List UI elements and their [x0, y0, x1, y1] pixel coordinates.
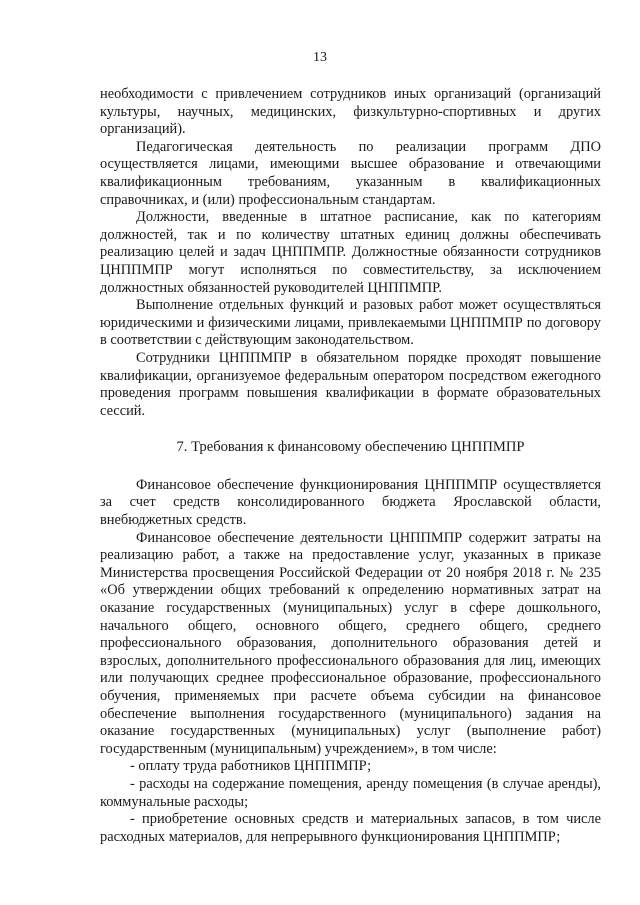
document-body [100, 86, 601, 846]
list-item: - приобретение основных средств и материальных запасов, в том числе расходных материалов, для непрерывного функционирования ЦНППМПР; [100, 811, 601, 845]
paragraph: необходимости с привлечением сотрудников иных организаций (организаций культуры, научных, медицинских, физкультурно-спортивных и других организаций). [100, 86, 601, 138]
paragraph: Сотрудники ЦНППМПР в обязательном порядке проходят повышение квалификации, организуемое федеральным оператором посредством ежегодного проведения программ повышения квалификации в формате образовательных сессий. [100, 349, 601, 419]
list-item: - расходы на содержание помещения, аренду помещения (в случае аренды), коммунальные расходы; [100, 775, 601, 810]
paragraph: Финансовое обеспечение функционирования ЦНППМПР осуществляется за счет средств консолидированного бюджета Ярославской области, внебюджетных средств. [100, 476, 601, 529]
paragraph: Педагогическая деятельность по реализации программ ДПО осуществляется лицами, имеющими высшее образование и отвечающими квалификационным требованиям, указанным в квалификационных справочниках, и (или) профессиональным стандартам. [100, 138, 601, 208]
paragraph: Выполнение отдельных функций и разовых работ может осуществляться юридическими и физическими лицами, привлекаемыми ЦНППМПР по договору в соответствии с действующим законодательством. [100, 297, 601, 349]
section-heading: 7. Требования к финансовому обеспечению ЦНППМПР [176, 439, 525, 456]
list-item: - оплату труда работников ЦНППМПР; [130, 758, 372, 775]
paragraph: Финансовое обеспечение деятельности ЦНППМПР содержит затраты на реализацию работ, а также на предоставление услуг, указанных в приказе Министерства просвещения Российской Федерации от 20 ноября 2018 г. № 235 «Об утверждении общих требований к определению нормативных затрат на оказание государственных (муниципальных) услуг в сфере дошкольного, начального общего, основного общего, среднего общего, среднего профессионального образования, дополнительного образования детей и взрослых, дополнительного профессионального образования для лиц, имеющих или получающих среднее профессиональное образование, профессионального обучения, применяемых при расчете объема субсидии на финансовое обеспечение выполнения государственного (муниципального) задания на оказание государственных (муниципальных) услуг (выполнение работ) государственным (муниципальным) учреждением», в том числе: [100, 529, 601, 757]
paragraph: Должности, введенные в штатное расписание, как по категориям должностей, так и по количеству штатных единиц должны обеспечивать реализацию целей и задач ЦНППМПР. Должностные обязанности сотрудников ЦНППМПР могут исполняться по совместительству, за исключением должностных обязанностей руководителей ЦНППМПР. [100, 209, 601, 296]
page-number: 13 [313, 50, 327, 65]
